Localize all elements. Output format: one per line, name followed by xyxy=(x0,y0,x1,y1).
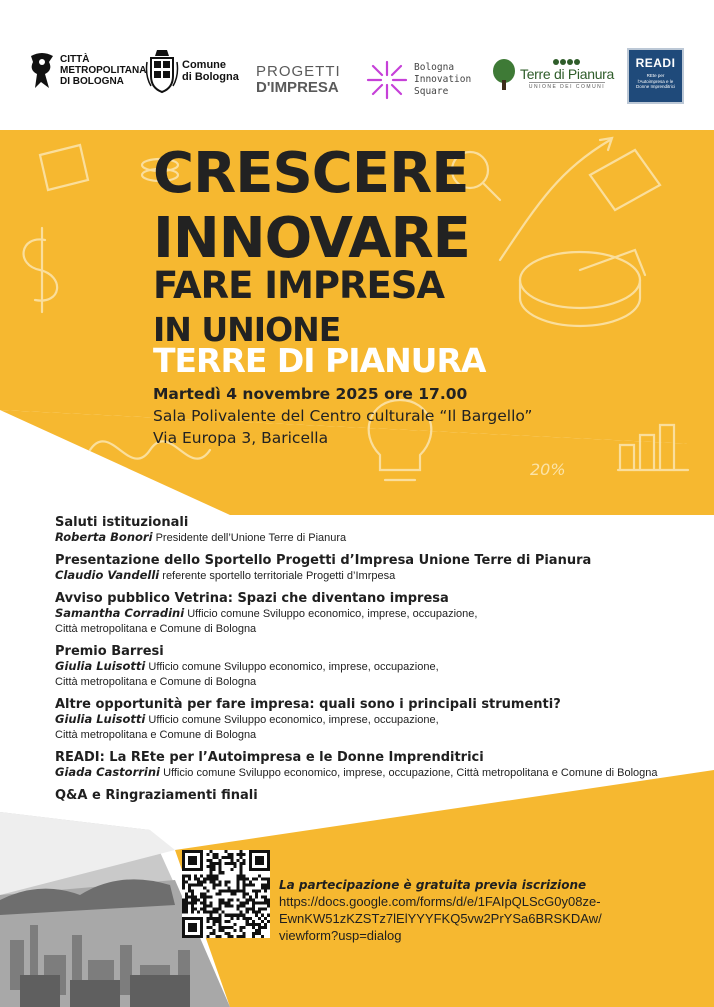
speaker-role: Ufficio comune Sviluppo economico, imprese, occupazione, xyxy=(148,714,439,726)
headline-in-unione: IN UNIONE xyxy=(153,310,341,349)
headline-terre-di-pianura: TERRE DI PIANURA xyxy=(153,341,486,380)
partner-logos xyxy=(0,0,714,130)
starburst-icon xyxy=(366,60,408,100)
program-item-title: Saluti istituzionali xyxy=(55,515,189,530)
dragon-icon xyxy=(27,48,57,92)
bologna-innovation-square-logo xyxy=(366,60,494,100)
cmb-line-1: CITTÀ xyxy=(60,53,90,65)
cmb-line-3: DI BOLOGNA xyxy=(60,75,124,87)
pdi-line-2: D'IMPRESA xyxy=(256,79,339,96)
speaker-name: Giulia Luisotti xyxy=(55,712,146,726)
speaker-role: referente sportello territoriale Progetti d’Imrpesa xyxy=(162,570,396,582)
bis-line-1: Bologna xyxy=(414,62,455,73)
event-venue: Sala Polivalente del Centro culturale “Il Bargello” xyxy=(153,407,533,425)
readi-title: READI xyxy=(635,56,676,70)
event-address: Via Europa 3, Baricella xyxy=(153,429,329,447)
headline-crescere: CRESCERE xyxy=(153,141,469,206)
speaker-name: Giada Castorrini xyxy=(55,765,160,779)
pdi-line-1: PROGETTI xyxy=(256,63,341,80)
tdp-sub: UNIONE DEI COMUNI xyxy=(528,84,606,90)
program-item-title: Avviso pubblico Vetrina: Spazi che diventano impresa xyxy=(55,591,449,606)
program-item xyxy=(55,644,695,690)
speaker-name: Claudio Vandelli xyxy=(55,568,160,582)
comune-bologna-logo xyxy=(145,48,239,94)
program-item xyxy=(55,788,695,803)
coat-of-arms-icon xyxy=(145,48,179,94)
speaker-role-cont: Città metropolitana e Comune di Bologna xyxy=(55,676,257,688)
bis-line-3: Square xyxy=(414,86,449,97)
program-item xyxy=(55,697,695,743)
readi-logo xyxy=(627,48,684,104)
doodle-percent: 20% xyxy=(530,460,566,479)
tdp-name: Terre di Pianura xyxy=(520,66,615,82)
speaker-name: Roberta Bonori xyxy=(55,530,153,544)
qr-code[interactable] xyxy=(182,850,270,938)
registration-link[interactable] xyxy=(279,893,689,944)
registration-block xyxy=(279,877,689,944)
program-item-title: Presentazione dello Sportello Progetti d’Impresa Unione Terre di Pianura xyxy=(55,553,592,568)
registration-url-line[interactable]: EwnKW51zKZSTz7lElYYYFKQ5vw2PrYSa6BRSKDAw/ xyxy=(279,911,602,926)
speaker-name: Giulia Luisotti xyxy=(55,659,146,673)
program-item xyxy=(55,750,695,781)
cdb-line-2: di Bologna xyxy=(182,71,239,83)
program-list xyxy=(55,515,695,810)
progetti-impresa-logo xyxy=(256,64,341,96)
program-item-title: Q&A e Ringraziamenti finali xyxy=(55,788,258,803)
readi-sub: REte per l'Autoimpresa e le Donne Imprenditrici xyxy=(635,73,676,89)
speaker-role: Ufficio comune Sviluppo economico, imprese, occupazione, xyxy=(187,608,478,620)
speaker-role: Ufficio comune Sviluppo economico, imprese, occupazione, xyxy=(148,661,439,673)
program-item-title: Premio Barresi xyxy=(55,644,164,659)
dots-icon xyxy=(552,58,582,66)
program-item xyxy=(55,553,695,584)
speaker-role: Presidente dell’Unione Terre di Pianura xyxy=(155,532,347,544)
program-item xyxy=(55,515,695,546)
registration-url-line[interactable]: https://docs.google.com/forms/d/e/1FAIpQLScG0y08ze- xyxy=(279,894,601,909)
headline-fare-impresa: FARE IMPRESA xyxy=(153,264,445,307)
bis-line-2: Innovation xyxy=(414,74,472,85)
speaker-role-cont: Città metropolitana e Comune di Bologna xyxy=(55,729,257,741)
program-item-title: READI: La REte per l’Autoimpresa e le Donne Imprenditrici xyxy=(55,750,484,765)
cmb-line-2: METROPOLITANA xyxy=(60,64,147,76)
citta-metropolitana-logo xyxy=(27,48,147,92)
tree-icon xyxy=(492,58,516,90)
speaker-role: Ufficio comune Sviluppo economico, imprese, occupazione, Città metropolitana e Comune di Bologna xyxy=(163,767,658,779)
program-item-title: Altre opportunità per fare impresa: quali sono i principali strumenti? xyxy=(55,697,561,712)
terre-di-pianura-logo xyxy=(492,58,614,90)
registration-note: La partecipazione è gratuita previa iscrizione xyxy=(279,878,587,892)
program-item xyxy=(55,591,695,637)
registration-url-line[interactable]: viewform?usp=dialog xyxy=(279,928,402,943)
headline-innovare: INNOVARE xyxy=(153,206,470,271)
event-datetime: Martedì 4 novembre 2025 ore 17.00 xyxy=(153,385,468,403)
speaker-name: Samantha Corradini xyxy=(55,606,185,620)
cdb-line-1: Comune xyxy=(182,59,226,71)
speaker-role-cont: Città metropolitana e Comune di Bologna xyxy=(55,623,257,635)
